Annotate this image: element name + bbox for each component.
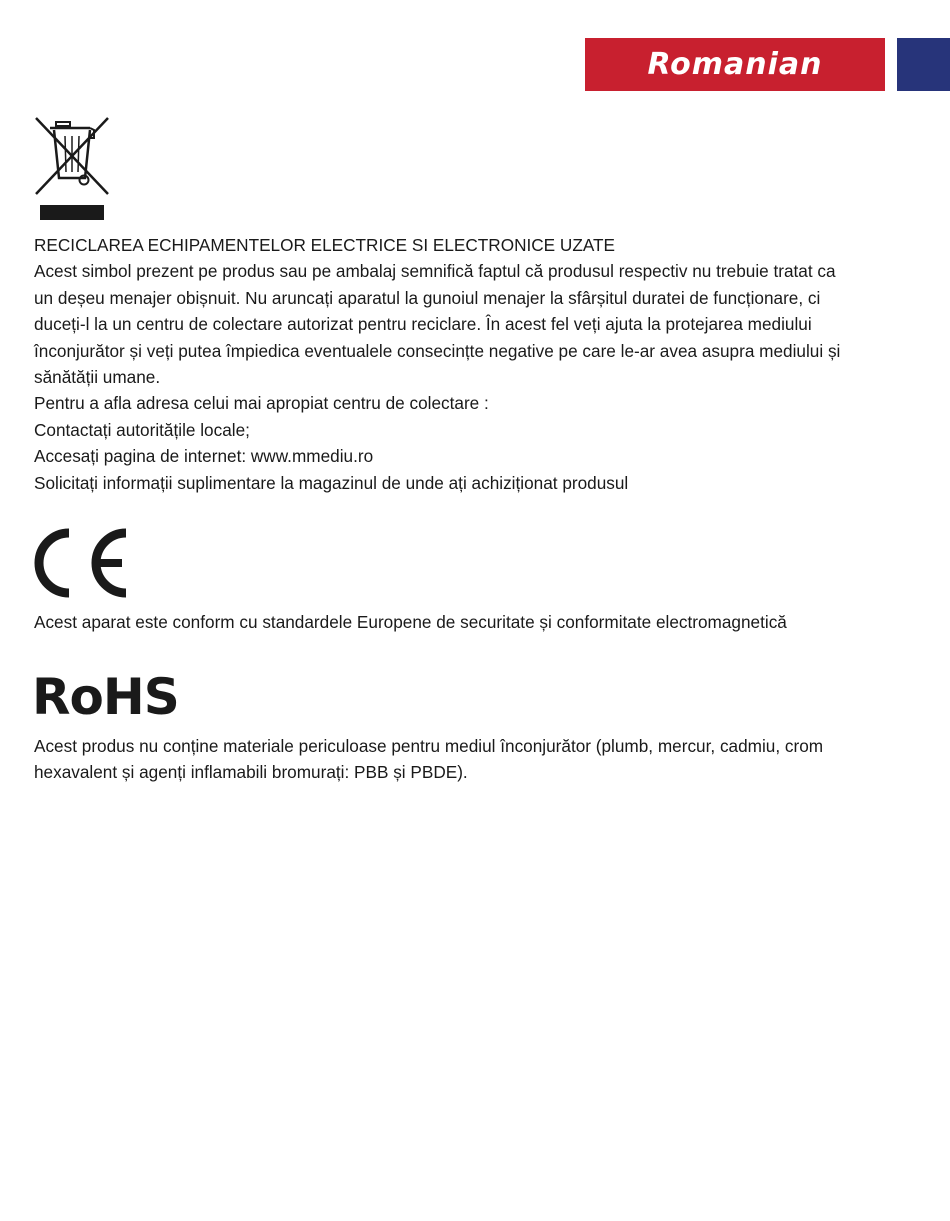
language-accent-block [897, 38, 950, 91]
weee-line: duceți-l la un centru de colectare autorizat pentru reciclare. În acest fel veți ajuta la protejarea mediului [34, 314, 812, 335]
weee-line: Solicitați informații suplimentare la magazinul de unde ați achiziționat produsul [34, 472, 629, 493]
ce-section [34, 609, 934, 635]
weee-line: Accesați pagina de internet: www.mmediu.ro [34, 446, 374, 467]
rohs-logo: RoHS [32, 668, 179, 726]
rohs-section [34, 733, 934, 786]
rohs-line: hexavalent și agenți inflamabili bromurați: PBB și PBDE). [34, 762, 468, 783]
weee-title: RECICLAREA ECHIPAMENTELOR ELECTRICE SI ELECTRONICE UZATE [34, 235, 615, 255]
weee-section [34, 232, 934, 496]
weee-line: Pentru a afla adresa celui mai apropiat centru de colectare : [34, 393, 489, 414]
language-label: Romanian [647, 47, 823, 82]
crossed-out-wheelie-bin-icon [32, 116, 112, 224]
weee-line: un deșeu menajer obișnuit. Nu aruncați aparatul la gunoiul menajer la sfârșitul duratei de funcționare, ci [34, 287, 821, 308]
weee-line: Contactați autoritățile locale; [34, 419, 250, 440]
ce-mark-icon [32, 526, 132, 600]
weee-line: sănătății umane. [34, 367, 161, 388]
rohs-line: Acest produs nu conține materiale periculoase pentru mediul înconjurător (plumb, mercur, cadmiu, crom [34, 736, 824, 756]
language-banner [585, 38, 885, 91]
weee-line: Acest simbol prezent pe produs sau pe ambalaj semnifică faptul că produsul respectiv nu trebuie tratat ca [34, 261, 836, 282]
ce-statement: Acest aparat este conform cu standardele Europene de securitate și conformitate electromagnetică [34, 612, 787, 632]
weee-line: înconjurător și veți putea împiedica eventualele consecințte negative pe care le-ar avea asupra mediului și [34, 340, 841, 361]
